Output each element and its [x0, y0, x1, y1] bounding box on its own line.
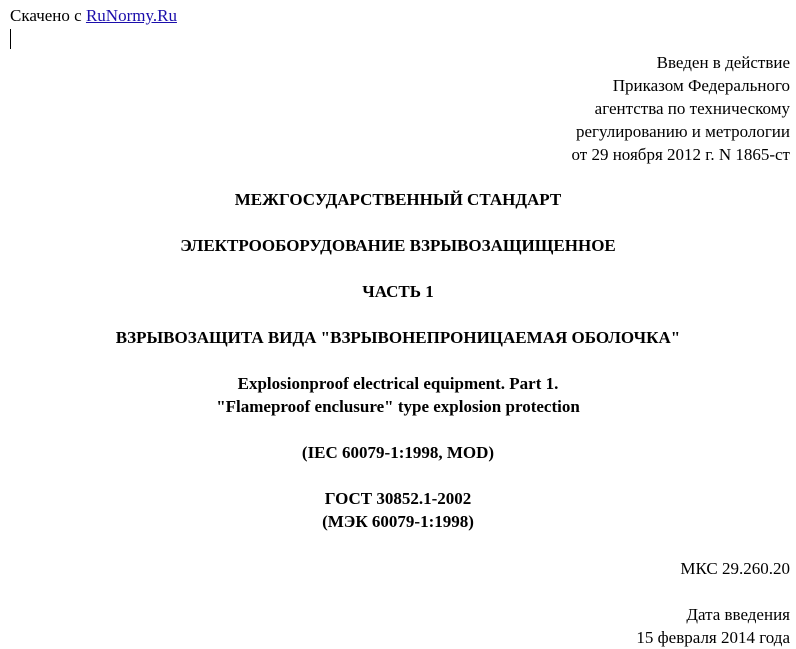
- download-source-line: [10, 6, 177, 26]
- intro-line: агентства по техническому: [594, 99, 790, 118]
- mks-classification: МКС 29.260.20: [680, 559, 790, 578]
- introduction-note: [572, 51, 791, 166]
- gost-code: ГОСТ 30852.1-2002: [324, 489, 472, 508]
- effective-date-block: [636, 603, 790, 649]
- effective-date-value: 15 февраля 2014 года: [636, 628, 790, 647]
- iec-reference: (IEC 60079-1:1998, MOD): [301, 443, 495, 462]
- intro-line: от 29 ноября 2012 г. N 1865-ст: [571, 145, 790, 164]
- runormy-link[interactable]: RuNormy.Ru: [85, 6, 177, 25]
- standard-name-heading: ЭЛЕКТРООБОРУДОВАНИЕ ВЗРЫВОЗАЩИЩЕННОЕ: [180, 236, 616, 255]
- intro-line: Введен в действие: [656, 53, 790, 72]
- standard-type-heading: МЕЖГОСУДАРСТВЕННЫЙ СТАНДАРТ: [234, 190, 562, 209]
- download-prefix: Скачено с: [10, 6, 82, 25]
- english-title-line-1: Explosionproof electrical equipment. Part 1.: [237, 374, 559, 393]
- english-title-line-2: "Flameproof enclusure" type explosion protection: [216, 397, 580, 416]
- intro-line: Приказом Федерального: [612, 76, 790, 95]
- text-cursor: [10, 29, 11, 49]
- part-heading: ЧАСТЬ 1: [362, 282, 434, 301]
- effective-date-label: Дата введения: [686, 605, 790, 624]
- mek-reference: (МЭК 60079-1:1998): [322, 512, 474, 531]
- protection-type-heading: ВЗРЫВОЗАЩИТА ВИДА "ВЗРЫВОНЕПРОНИЦАЕМАЯ ОБОЛОЧКА": [115, 328, 681, 347]
- intro-line: регулированию и метрологии: [575, 122, 790, 141]
